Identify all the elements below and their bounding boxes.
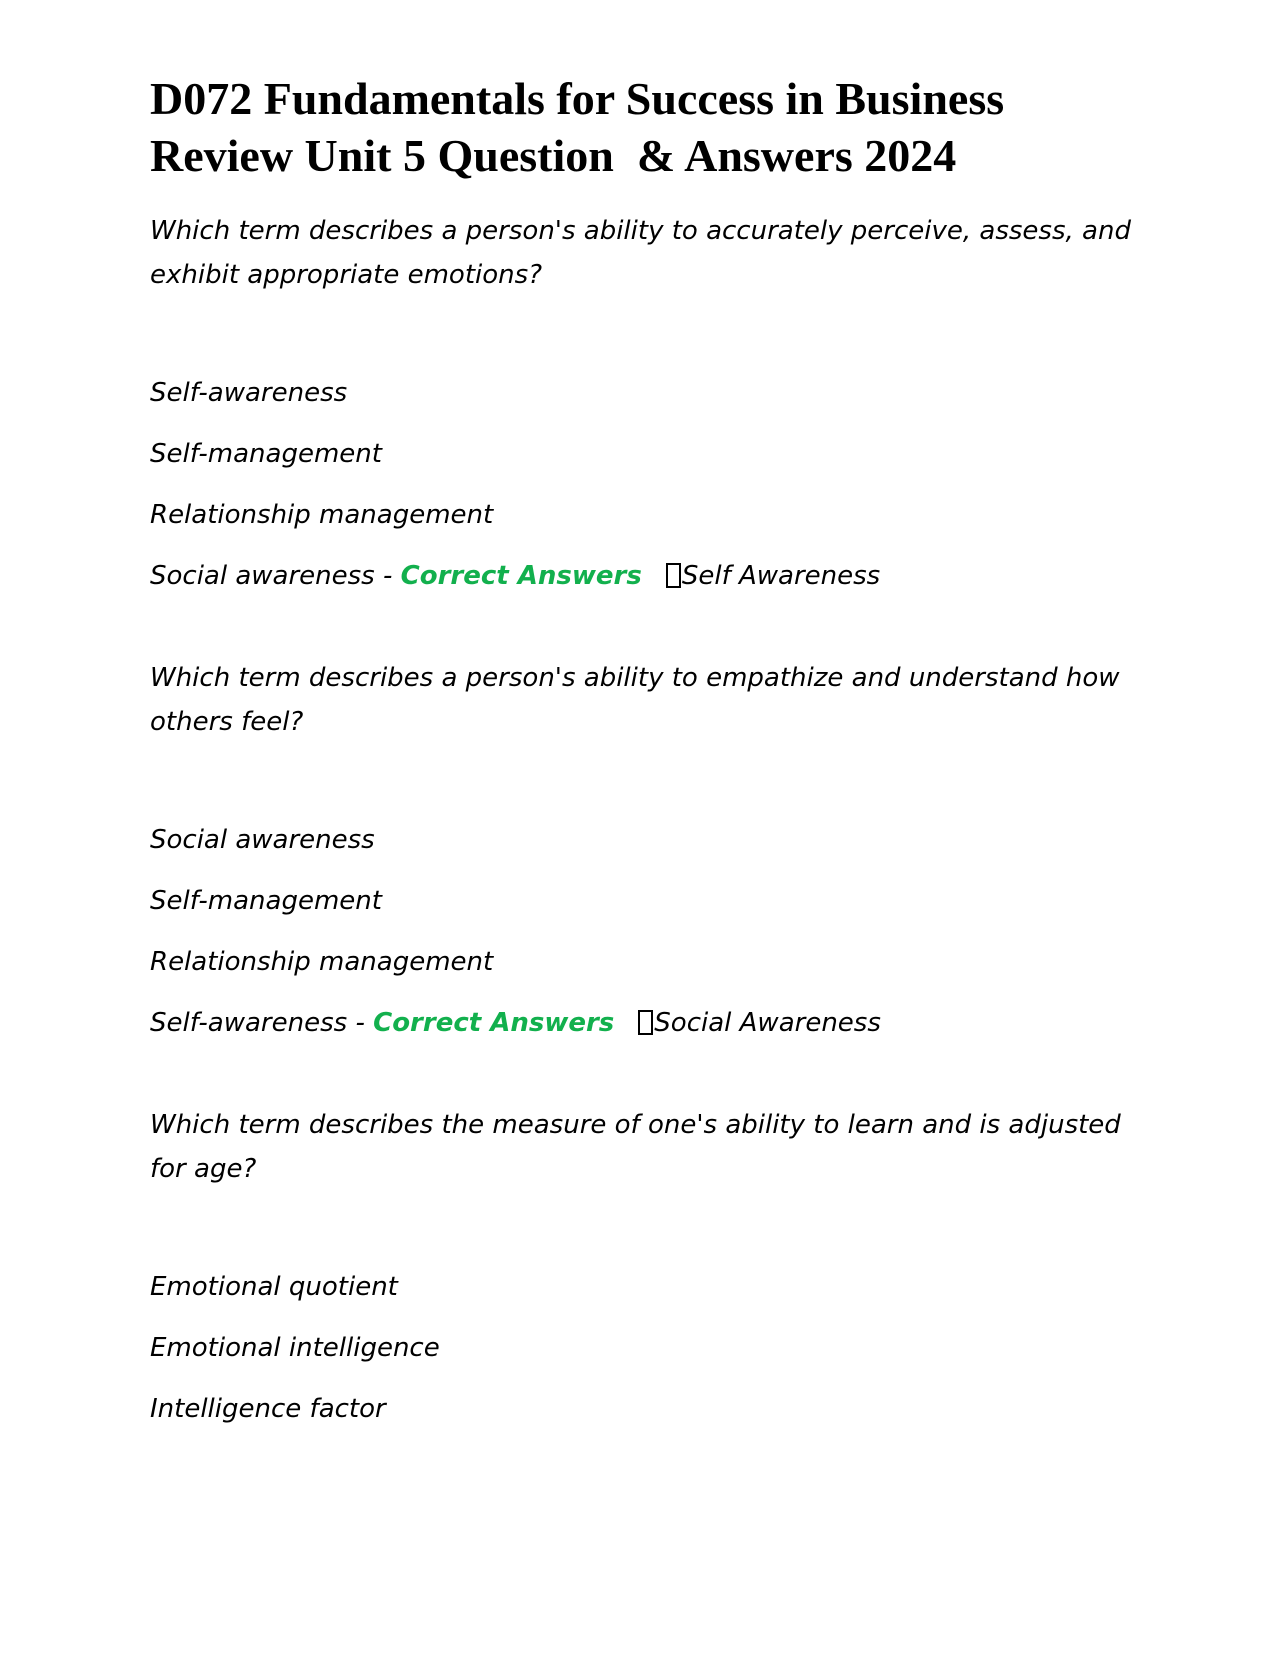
question-block-3 — [150, 1103, 1150, 1429]
answer-option: Self-awareness — [150, 378, 348, 408]
answer-option: Relationship management — [150, 500, 494, 530]
answer-option: Emotional intelligence — [150, 1333, 440, 1363]
question-block-2 — [150, 656, 1150, 1043]
missing-glyph-box-icon — [666, 563, 681, 588]
document-body — [150, 70, 1150, 1429]
missing-glyph-box-icon — [638, 1010, 653, 1035]
answer-option: Self-awareness — [150, 1008, 348, 1038]
answer-separator: - — [347, 1008, 374, 1038]
answer-option: Self-management — [150, 886, 382, 916]
correct-answer-text: Social Awareness — [654, 1008, 881, 1038]
answer-separator: - — [374, 561, 401, 591]
document-title: D072 Fundamentals for Success in Business Review Unit 5 Question & Answers 2024 — [150, 73, 1016, 181]
question-text: Which term describes a person's ability to empathize and understand how others feel? — [150, 663, 1120, 737]
answer-option-with-key — [150, 556, 1150, 596]
correct-answers-label: Correct Answers — [400, 561, 642, 591]
answer-option: Relationship management — [150, 947, 494, 977]
answer-option: Social awareness — [150, 561, 375, 591]
answer-option: Self-management — [150, 439, 382, 469]
question-text: Which term describes the measure of one's ability to learn and is adjusted for age? — [150, 1110, 1121, 1184]
answer-option: Intelligence factor — [150, 1394, 386, 1424]
answer-option: Social awareness — [150, 825, 375, 855]
question-text: Which term describes a person's ability to accurately perceive, assess, and exhibit appropriate emotions? — [150, 216, 1131, 290]
answer-option-with-key — [150, 1003, 1150, 1043]
question-block-1 — [150, 209, 1150, 596]
answer-option: Emotional quotient — [150, 1272, 398, 1302]
correct-answers-label: Correct Answers — [373, 1008, 615, 1038]
correct-answer-text: Self Awareness — [681, 561, 881, 591]
